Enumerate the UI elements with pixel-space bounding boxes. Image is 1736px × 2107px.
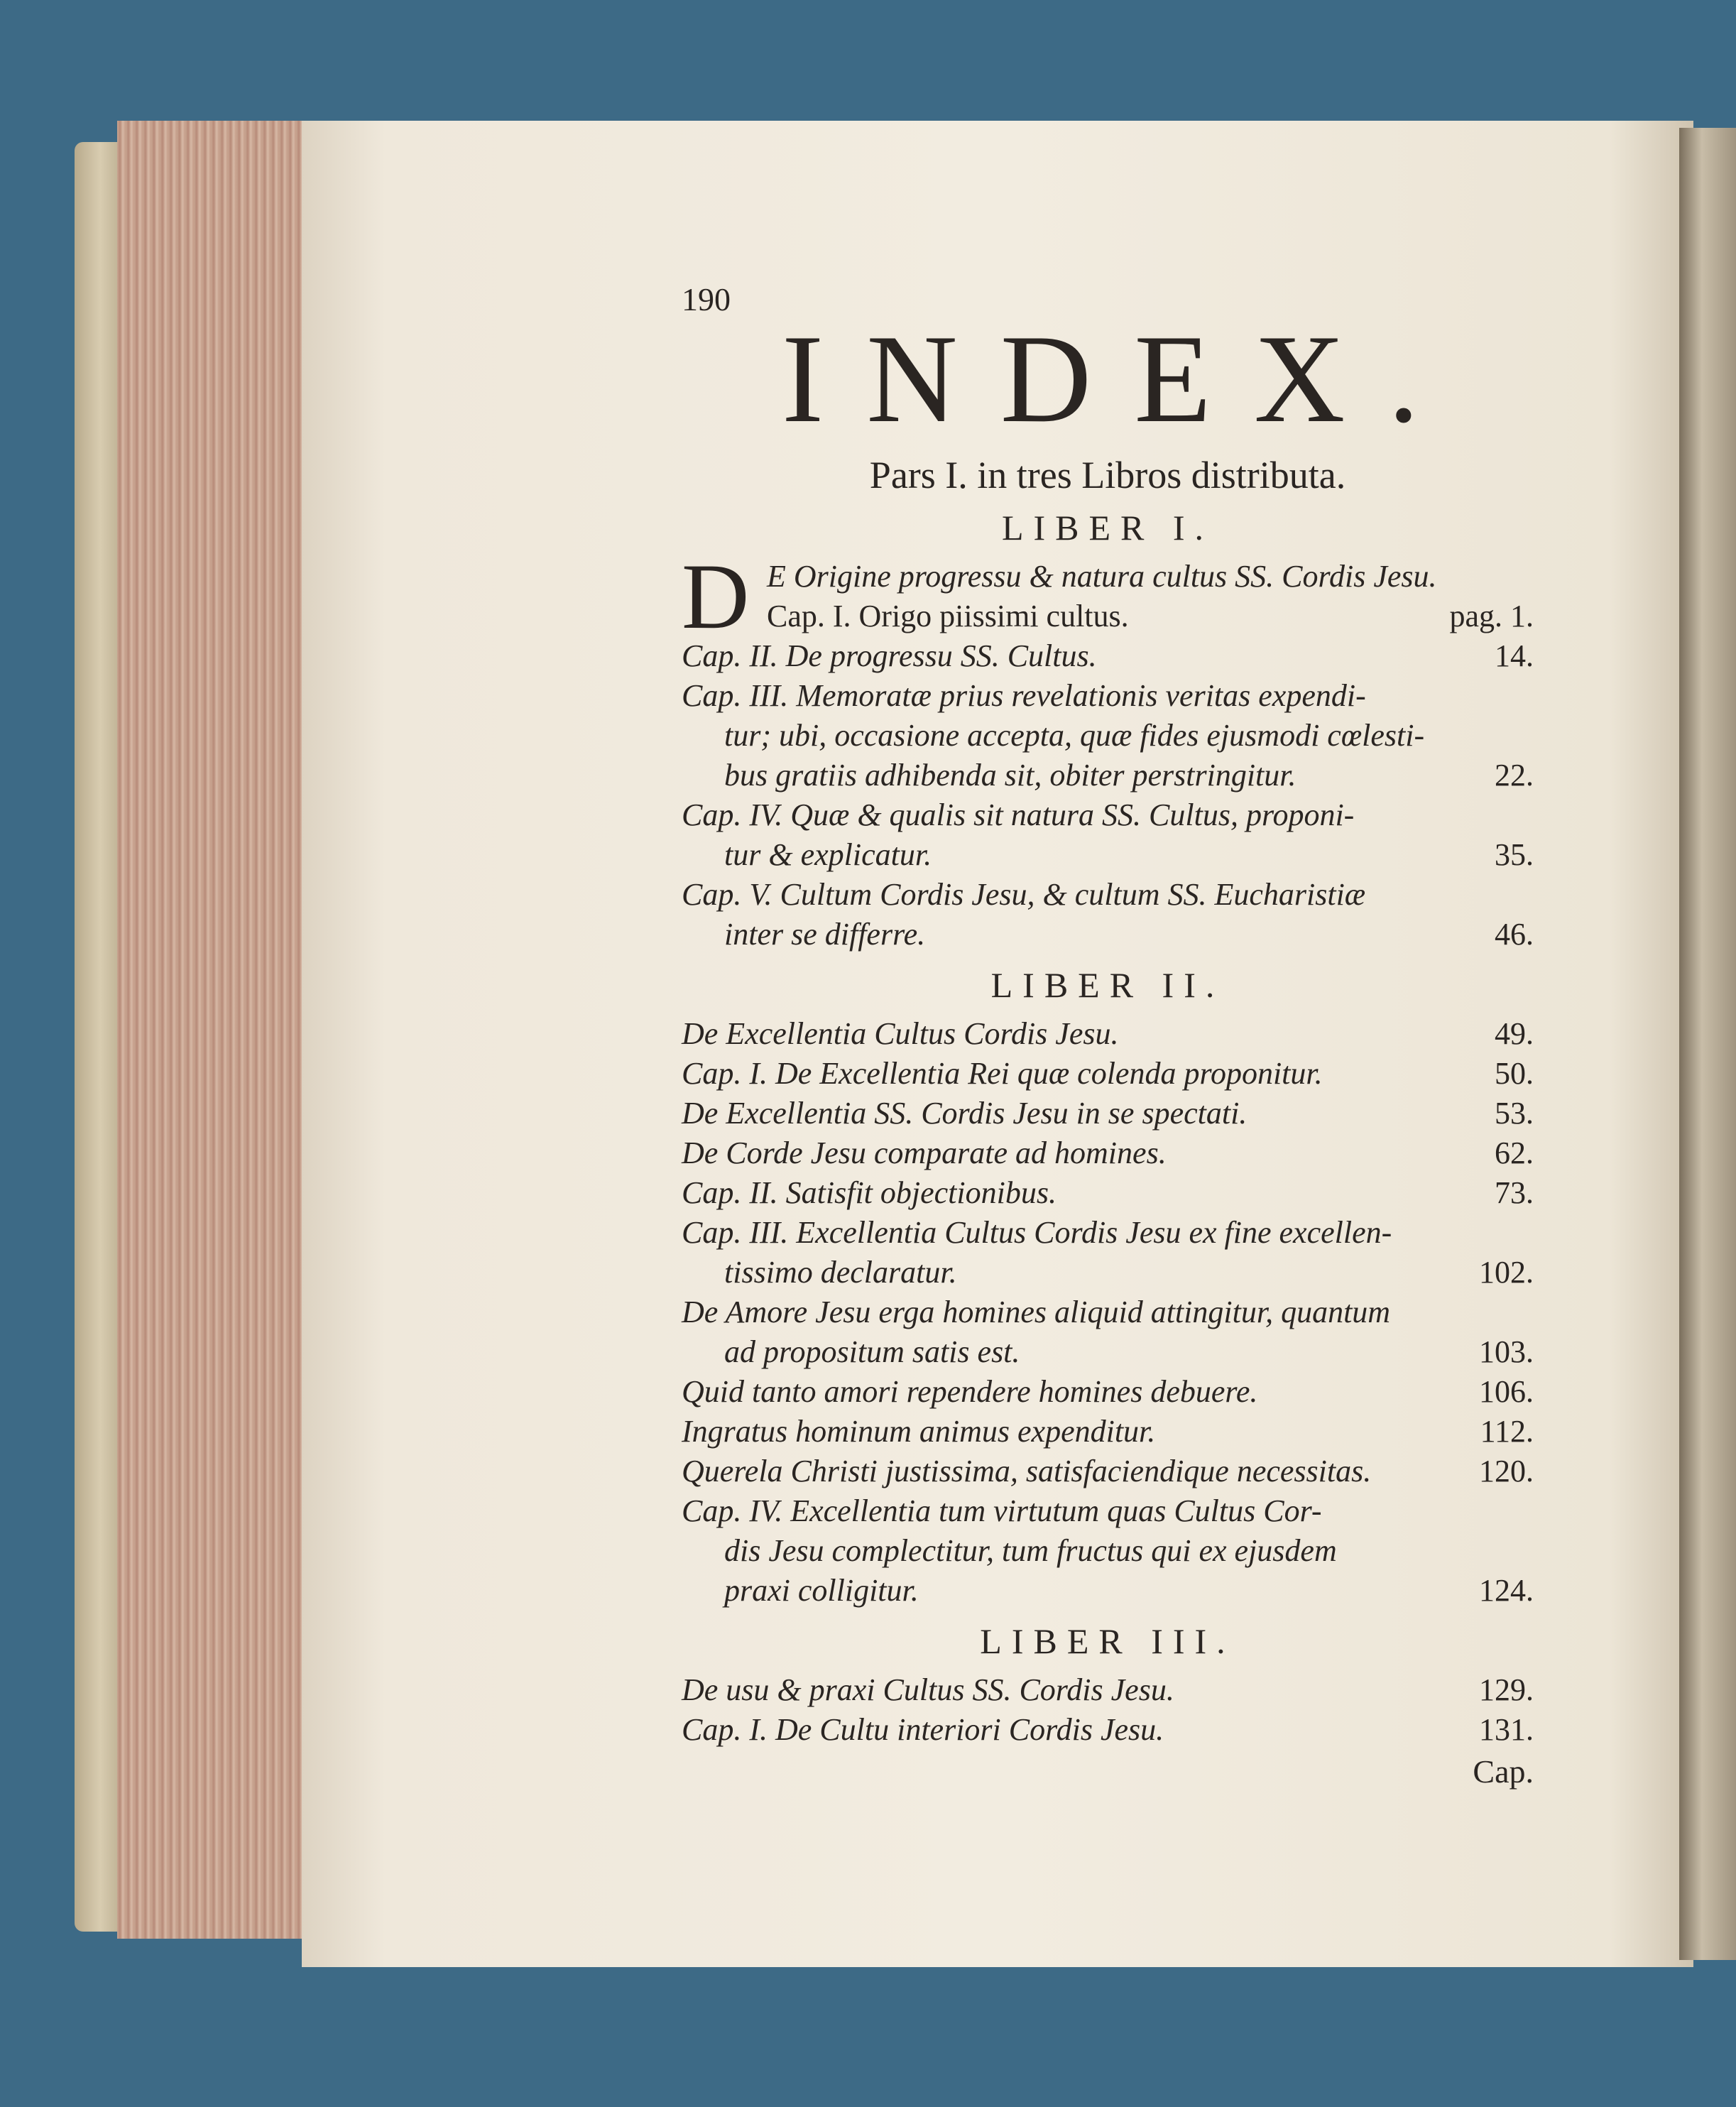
index-entry: [682, 795, 1534, 875]
entry-page: 49.: [1495, 1016, 1534, 1051]
entry-page: 22.: [1495, 758, 1534, 793]
entry-page: 35.: [1495, 837, 1534, 872]
index-entry: [682, 1133, 1534, 1173]
drop-cap: D: [682, 544, 750, 648]
entry-line: praxi colligitur.: [724, 1573, 919, 1608]
entry-page: 131.: [1479, 1712, 1534, 1747]
entry-line: tur & explicatur.: [724, 837, 932, 872]
catchword: Cap.: [1473, 1753, 1534, 1790]
entry-page: pag. 1.: [1449, 599, 1534, 633]
liber-1-entries: [682, 544, 1534, 954]
entry-line: Cap. III. Memoratæ prius revelationis veritas expendi-: [682, 678, 1366, 713]
index-entry: [682, 1491, 1534, 1611]
entry-page: 62.: [1495, 1136, 1534, 1170]
index-entry: [682, 1213, 1534, 1292]
entry-line: De Amore Jesu erga homines aliquid attingitur, quantum: [682, 1295, 1391, 1329]
liber-heading-2: LIBER II.: [990, 965, 1225, 1005]
index-entry: [682, 1014, 1534, 1054]
entry-line: De Corde Jesu comparate ad homines.: [682, 1136, 1167, 1170]
entry-page: 50.: [1495, 1056, 1534, 1091]
entry-page: 102.: [1479, 1255, 1534, 1290]
entry-line: De usu & praxi Cultus SS. Cordis Jesu.: [682, 1672, 1174, 1707]
index-entry: [682, 1054, 1534, 1094]
index-entry: [682, 1372, 1534, 1412]
entry-page: 106.: [1479, 1374, 1534, 1409]
entry-line: Querela Christi justissima, satisfaciendique necessitas.: [682, 1454, 1372, 1488]
entry-line: tissimo declaratur.: [724, 1255, 957, 1290]
entry-line: Cap. IV. Quæ & qualis sit natura SS. Cultus, proponi-: [682, 797, 1355, 832]
facing-page-edge: [1679, 128, 1736, 1960]
index-entry: [682, 1292, 1534, 1372]
liber-heading-3: LIBER III.: [980, 1621, 1235, 1661]
entry-line: Cap. II. Satisfit objectionibus.: [682, 1175, 1057, 1210]
index-entry: [682, 636, 1534, 676]
entry-line: bus gratiis adhibenda sit, obiter perstringitur.: [724, 758, 1296, 793]
entry-line: Ingratus hominum animus expenditur.: [682, 1414, 1156, 1449]
entry-line: Cap. I. Origo piissimi cultus.: [767, 599, 1129, 633]
entry-line: Cap. IV. Excellentia tum virtutum quas Cultus Cor-: [682, 1493, 1322, 1528]
entry-line: De Excellentia SS. Cordis Jesu in se spectati.: [682, 1096, 1248, 1131]
entry-page: 103.: [1479, 1334, 1534, 1369]
entry-line: tur; ubi, occasione accepta, quæ fides ejusmodi cœlesti-: [724, 718, 1425, 753]
entry-page: 53.: [1495, 1096, 1534, 1131]
entry-line: Cap. II. De progressu SS. Cultus.: [682, 638, 1097, 673]
entry-page: 129.: [1479, 1672, 1534, 1707]
entry-page: 124.: [1479, 1573, 1534, 1608]
index-entry: [682, 875, 1534, 954]
entry-line: ad propositum satis est.: [724, 1334, 1020, 1369]
entry-page: 46.: [1495, 917, 1534, 952]
entry-line: Cap. I. De Cultu interiori Cordis Jesu.: [682, 1712, 1164, 1747]
entry-line: Cap. III. Excellentia Cultus Cordis Jesu ex fine excellen-: [682, 1215, 1392, 1250]
entry-page: 14.: [1495, 638, 1534, 673]
entry-page: 73.: [1495, 1175, 1534, 1210]
entry-line: inter se differre.: [724, 917, 926, 952]
subtitle: Pars I. in tres Libros distributa.: [869, 454, 1346, 496]
liber-heading-1: LIBER I.: [1001, 508, 1214, 548]
liber-2-entries: [682, 1014, 1534, 1611]
page-text: [682, 281, 1534, 1790]
entry-page: 112.: [1480, 1414, 1534, 1449]
index-entry: [682, 1452, 1534, 1491]
entry-line: dis Jesu complectitur, tum fructus qui ex ejusdem: [724, 1533, 1337, 1568]
entry-page: 120.: [1479, 1454, 1534, 1488]
entry-line: Quid tanto amori rependere homines debuere.: [682, 1374, 1258, 1409]
entry-line: Cap. I. De Excellentia Rei quæ colenda proponitur.: [682, 1056, 1323, 1091]
index-entry: [682, 676, 1534, 795]
page-title: INDEX.: [781, 308, 1463, 449]
index-entry: [682, 1670, 1534, 1710]
index-entry: [682, 1173, 1534, 1213]
index-entry: [682, 1094, 1534, 1133]
liber-3-entries: [682, 1670, 1534, 1750]
entry-line: Cap. V. Cultum Cordis Jesu, & cultum SS. Eucharistiæ: [682, 877, 1366, 912]
index-entry: [682, 1710, 1534, 1750]
index-entry: [682, 1412, 1534, 1452]
entry-line: E Origine progressu & natura cultus SS. Cordis Jesu.: [767, 559, 1437, 594]
entry-line: De Excellentia Cultus Cordis Jesu.: [682, 1016, 1119, 1051]
index-entry: [682, 544, 1534, 648]
page-number: 190: [682, 281, 731, 317]
